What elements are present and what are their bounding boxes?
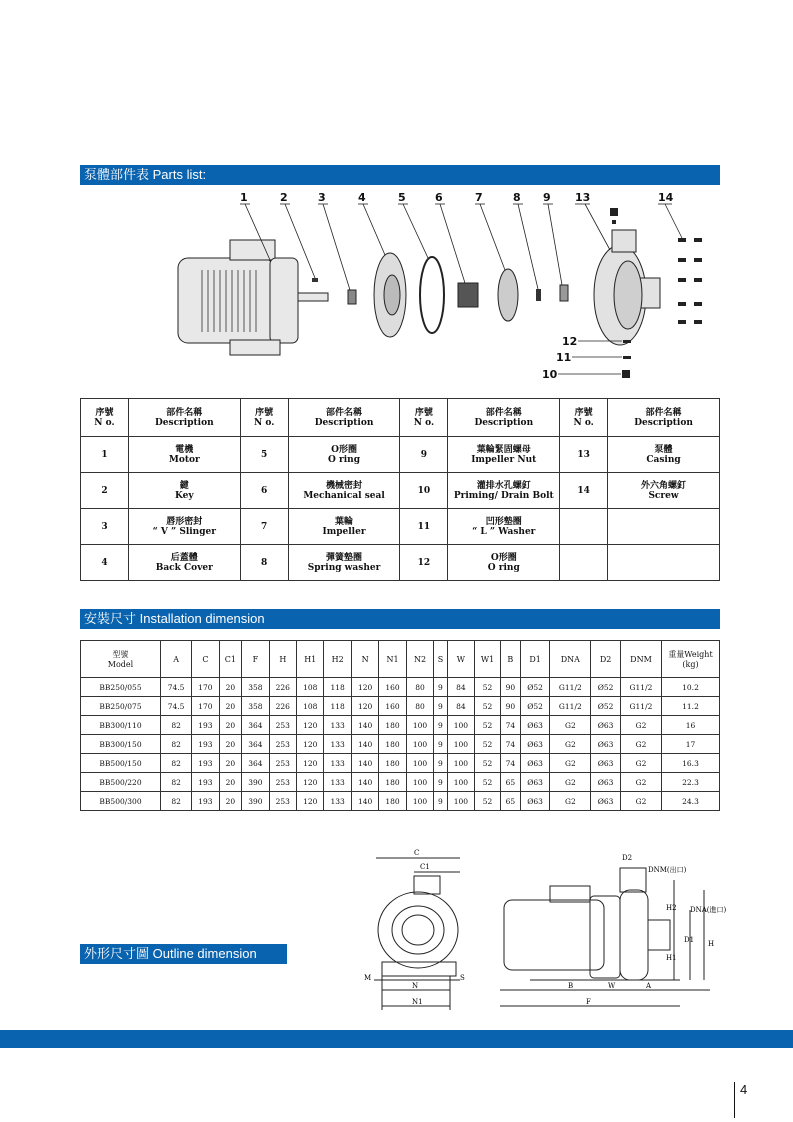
- table-cell: 140: [351, 754, 378, 773]
- table-cell: 20: [219, 754, 242, 773]
- table-cell: 9: [434, 697, 447, 716]
- dim-d1: D1: [684, 936, 695, 944]
- table-cell: 80: [406, 697, 433, 716]
- model-cell: BB500/150: [81, 754, 161, 773]
- table-cell: 22.3: [662, 773, 720, 792]
- table-cell: 10.2: [662, 678, 720, 697]
- table-cell: 100: [447, 792, 474, 811]
- exploded-view-drawing: [160, 190, 720, 390]
- dim-b: B: [568, 982, 574, 990]
- part-no: 10: [400, 473, 448, 509]
- table-cell: 100: [447, 754, 474, 773]
- table-cell: 170: [192, 697, 219, 716]
- weight-header: 重量Weight: [668, 650, 713, 659]
- dim-c: C: [414, 849, 420, 857]
- column-header-a: A: [161, 641, 192, 678]
- column-header-c: C: [192, 641, 219, 678]
- dim-dna: DNA(進口): [690, 906, 727, 914]
- part-name-en: Screw: [648, 490, 679, 501]
- part-no: 14: [560, 473, 608, 509]
- part-name-zh: 彈簧墊圈: [326, 552, 363, 563]
- table-cell: 100: [406, 735, 433, 754]
- dim-n: N: [412, 982, 419, 990]
- table-cell: 100: [406, 792, 433, 811]
- impeller-part: [498, 269, 518, 321]
- header-desc-en: Description: [634, 417, 693, 428]
- column-header-dnm: DNM: [620, 641, 661, 678]
- table-cell: 74.5: [161, 678, 192, 697]
- table-cell: Ø52: [520, 697, 550, 716]
- model-cell: BB250/055: [81, 678, 161, 697]
- table-cell: 193: [192, 754, 219, 773]
- part-name-zh: 鍵: [179, 480, 189, 491]
- table-cell: 74: [500, 754, 520, 773]
- table-cell: G2: [550, 735, 591, 754]
- part-no: [560, 509, 608, 545]
- callout-2: 2: [280, 191, 288, 204]
- header-no: 序號: [255, 407, 274, 418]
- callout-4: 4: [358, 191, 366, 204]
- table-cell: 226: [269, 678, 296, 697]
- table-cell: 253: [269, 792, 296, 811]
- table-cell: 9: [434, 754, 447, 773]
- part-no: [560, 545, 608, 581]
- table-cell: 364: [242, 716, 269, 735]
- table-cell: 52: [475, 735, 501, 754]
- part-name-zh: 灌排水孔螺釘: [476, 480, 531, 491]
- part-no: 4: [81, 545, 129, 581]
- table-cell: 100: [447, 773, 474, 792]
- table-cell: 133: [324, 792, 351, 811]
- table-cell: 193: [192, 716, 219, 735]
- table-cell: 160: [379, 697, 406, 716]
- installation-table-header: [81, 641, 720, 678]
- table-cell: 9: [434, 792, 447, 811]
- dim-s: S: [460, 974, 465, 982]
- header-desc: 部件名稱: [485, 407, 522, 418]
- table-cell: 17: [662, 735, 720, 754]
- model-header-en: Model: [107, 660, 134, 669]
- part-name-en: Motor: [168, 454, 200, 465]
- column-header-d2: D2: [591, 641, 621, 678]
- table-cell: 133: [324, 735, 351, 754]
- table-cell: 193: [192, 735, 219, 754]
- table-cell: 140: [351, 773, 378, 792]
- dim-d2: D2: [622, 854, 633, 862]
- table-cell: 253: [269, 773, 296, 792]
- header-no: 序號: [574, 407, 593, 418]
- table-cell: 140: [351, 735, 378, 754]
- table-row: [81, 437, 720, 473]
- header-desc-en: Description: [474, 417, 534, 428]
- part-name-zh: O形圈: [331, 444, 357, 455]
- table-cell: G2: [620, 716, 661, 735]
- table-cell: 11.2: [662, 697, 720, 716]
- table-cell: 180: [379, 754, 406, 773]
- table-cell: G2: [550, 792, 591, 811]
- column-header-w1: W1: [475, 641, 501, 678]
- table-cell: G2: [620, 735, 661, 754]
- model-cell: BB500/220: [81, 773, 161, 792]
- table-cell: 120: [351, 678, 378, 697]
- installation-title: 安裝尺寸 Installation dimension: [84, 611, 265, 626]
- table-cell: 390: [242, 773, 269, 792]
- part-name-en: “ V ” Slinger: [152, 526, 216, 537]
- model-cell: BB300/150: [81, 735, 161, 754]
- header-desc: 部件名稱: [166, 407, 203, 418]
- table-cell: Ø63: [591, 716, 621, 735]
- outline-side-view: [490, 850, 727, 1020]
- table-cell: 133: [324, 773, 351, 792]
- outline-title-bar: [80, 944, 287, 964]
- weight-unit: (kg): [682, 660, 699, 669]
- table-cell: 20: [219, 697, 242, 716]
- table-cell: 120: [297, 735, 324, 754]
- table-cell: G2: [620, 773, 661, 792]
- table-row: [81, 716, 720, 735]
- table-row: [81, 792, 720, 811]
- table-cell: 253: [269, 754, 296, 773]
- table-cell: 82: [161, 773, 192, 792]
- parts-table: [80, 398, 720, 581]
- table-cell: 358: [242, 697, 269, 716]
- outline-title: 外形尺寸圖 Outline dimension: [84, 946, 257, 961]
- table-cell: 108: [297, 697, 324, 716]
- table-cell: Ø52: [591, 697, 621, 716]
- table-cell: 120: [351, 697, 378, 716]
- part-no: 5: [240, 437, 288, 473]
- dim-n1: N1: [412, 998, 423, 1006]
- spring-washer-part: [536, 289, 541, 301]
- column-header-w: W: [447, 641, 474, 678]
- table-cell: 100: [406, 754, 433, 773]
- part-no: 1: [81, 437, 129, 473]
- table-cell: Ø63: [520, 735, 550, 754]
- part-no: 3: [81, 509, 129, 545]
- table-cell: 118: [324, 678, 351, 697]
- callout-1: 1: [240, 191, 248, 204]
- model-cell: BB250/075: [81, 697, 161, 716]
- table-cell: Ø63: [520, 754, 550, 773]
- column-header-n: N: [351, 641, 378, 678]
- table-cell: 82: [161, 754, 192, 773]
- callout-12: 12: [562, 335, 578, 348]
- header-desc-en: Description: [314, 417, 374, 428]
- table-cell: 52: [475, 697, 501, 716]
- part-name-en: Impeller: [322, 526, 366, 537]
- table-cell: 253: [269, 716, 296, 735]
- part-name-zh: 泵體: [654, 444, 673, 455]
- installation-title-bar: [80, 609, 720, 629]
- table-cell: Ø52: [591, 678, 621, 697]
- dim-h1: H1: [666, 954, 677, 962]
- table-cell: 90: [500, 678, 520, 697]
- part-name-en: Mechanical seal: [303, 490, 385, 501]
- key-part: [312, 278, 318, 282]
- table-cell: 100: [406, 716, 433, 735]
- table-cell: 74: [500, 716, 520, 735]
- table-cell: G11/2: [620, 678, 661, 697]
- table-cell: 170: [192, 678, 219, 697]
- table-cell: 120: [297, 773, 324, 792]
- table-cell: G2: [620, 754, 661, 773]
- table-row: [81, 473, 720, 509]
- table-cell: G2: [550, 754, 591, 773]
- table-cell: 160: [379, 678, 406, 697]
- table-cell: 20: [219, 792, 242, 811]
- column-header-n2: N2: [406, 641, 433, 678]
- table-cell: 84: [447, 678, 474, 697]
- table-cell: G2: [550, 716, 591, 735]
- table-cell: 108: [297, 678, 324, 697]
- casing-part: [594, 230, 660, 345]
- table-cell: 52: [475, 678, 501, 697]
- table-cell: Ø63: [591, 735, 621, 754]
- o-ring-part: [420, 257, 444, 333]
- part-name-en: Key: [175, 490, 194, 501]
- table-cell: 364: [242, 735, 269, 754]
- table-cell: 82: [161, 792, 192, 811]
- header-desc: 部件名稱: [645, 407, 682, 418]
- table-cell: 118: [324, 697, 351, 716]
- table-row: [81, 509, 720, 545]
- table-cell: 120: [297, 754, 324, 773]
- callout-13: 13: [575, 191, 591, 204]
- table-cell: Ø63: [591, 754, 621, 773]
- part-name-en: Spring washer: [307, 562, 381, 573]
- table-cell: 100: [447, 716, 474, 735]
- table-cell: 364: [242, 754, 269, 773]
- part-name-zh: 外六角螺釘: [641, 480, 687, 491]
- callout-11: 11: [556, 351, 572, 364]
- table-cell: 74.5: [161, 697, 192, 716]
- callout-10: 10: [542, 368, 558, 381]
- outline-front-view: [362, 850, 472, 1020]
- table-cell: 100: [447, 735, 474, 754]
- part-no: 8: [240, 545, 288, 581]
- page-number: 4: [734, 1082, 747, 1118]
- part-name-en: “ L ” Washer: [472, 526, 536, 537]
- table-cell: 120: [297, 716, 324, 735]
- parts-table-header: [81, 399, 720, 437]
- part-name-zh: 機械密封: [326, 480, 363, 491]
- column-header-h1: H1: [297, 641, 324, 678]
- table-cell: 390: [242, 792, 269, 811]
- table-cell: G2: [620, 792, 661, 811]
- part-no: 9: [400, 437, 448, 473]
- table-row: [81, 754, 720, 773]
- table-cell: Ø52: [520, 678, 550, 697]
- table-cell: 100: [406, 773, 433, 792]
- header-no-en: N o.: [573, 417, 594, 428]
- table-cell: 140: [351, 716, 378, 735]
- table-cell: G2: [550, 773, 591, 792]
- part-name-zh: 葉輪緊固螺母: [476, 444, 531, 455]
- table-cell: 140: [351, 792, 378, 811]
- table-cell: 84: [447, 697, 474, 716]
- table-cell: 180: [379, 716, 406, 735]
- part-name-zh: O形圈: [490, 552, 517, 563]
- table-cell: 20: [219, 773, 242, 792]
- dim-f: F: [586, 998, 591, 1006]
- table-row: [81, 678, 720, 697]
- part-name-zh: 后蓋體: [170, 552, 198, 563]
- callout-3: 3: [318, 191, 326, 204]
- table-cell: 20: [219, 678, 242, 697]
- table-cell: 120: [297, 792, 324, 811]
- slinger-part: [348, 290, 356, 304]
- header-desc-en: Description: [154, 417, 214, 428]
- table-cell: 80: [406, 678, 433, 697]
- part-no: 7: [240, 509, 288, 545]
- table-cell: 133: [324, 716, 351, 735]
- table-cell: 74: [500, 735, 520, 754]
- dim-c1: C1: [420, 863, 430, 871]
- parts-list-title: 泵體部件表 Parts list:: [84, 167, 207, 182]
- table-cell: G11/2: [550, 697, 591, 716]
- dim-w: W: [608, 982, 616, 990]
- callout-6: 6: [435, 191, 443, 204]
- table-cell: 9: [434, 716, 447, 735]
- footer-band: [0, 1030, 793, 1048]
- table-cell: Ø63: [520, 716, 550, 735]
- table-cell: 82: [161, 716, 192, 735]
- header-no: 序號: [414, 407, 433, 418]
- column-header-d1: D1: [520, 641, 550, 678]
- header-desc: 部件名稱: [326, 407, 363, 418]
- callout-14: 14: [658, 191, 674, 204]
- table-cell: 20: [219, 735, 242, 754]
- header-no: 序號: [95, 407, 114, 418]
- part-no: 2: [81, 473, 129, 509]
- parts-list-title-bar: [80, 165, 720, 185]
- installation-table: [80, 640, 720, 811]
- dim-h2: H2: [666, 904, 677, 912]
- column-header-f: F: [242, 641, 269, 678]
- table-cell: Ø63: [591, 792, 621, 811]
- table-cell: 52: [475, 716, 501, 735]
- table-cell: 52: [475, 773, 501, 792]
- table-cell: G11/2: [620, 697, 661, 716]
- header-no-en: N o.: [254, 417, 275, 428]
- part-name-en: Back Cover: [155, 562, 213, 573]
- column-header-n1: N1: [379, 641, 406, 678]
- table-row: [81, 773, 720, 792]
- model-header-zh: 型號: [112, 650, 129, 659]
- table-cell: 90: [500, 697, 520, 716]
- table-cell: 65: [500, 792, 520, 811]
- part-name-zh: 唇形密封: [166, 516, 203, 527]
- table-cell: 9: [434, 678, 447, 697]
- impeller-nut-part: [560, 285, 568, 301]
- part-name-zh: 葉輪: [335, 516, 354, 527]
- table-cell: 180: [379, 773, 406, 792]
- column-header-dna: DNA: [550, 641, 591, 678]
- part-no: 12: [400, 545, 448, 581]
- column-header-b: B: [500, 641, 520, 678]
- dim-h: H: [708, 940, 715, 948]
- dim-a: A: [646, 982, 652, 990]
- callout-5: 5: [398, 191, 406, 204]
- table-cell: Ø63: [520, 773, 550, 792]
- callout-7: 7: [475, 191, 483, 204]
- model-cell: BB300/110: [81, 716, 161, 735]
- column-header-h: H: [269, 641, 296, 678]
- table-row: [81, 697, 720, 716]
- part-no: 6: [240, 473, 288, 509]
- part-name-zh: 凹形墊圈: [485, 516, 522, 527]
- column-header-c1: C1: [219, 641, 242, 678]
- motor-illustration: [178, 240, 328, 355]
- table-cell: G11/2: [550, 678, 591, 697]
- back-cover-part: [374, 253, 406, 337]
- mechanical-seal-part: [458, 283, 478, 307]
- table-cell: 226: [269, 697, 296, 716]
- table-cell: 193: [192, 773, 219, 792]
- table-cell: 9: [434, 773, 447, 792]
- part-name-zh: 電機: [175, 444, 194, 455]
- header-no-en: N o.: [94, 417, 115, 428]
- column-header-h2: H2: [324, 641, 351, 678]
- model-cell: BB500/300: [81, 792, 161, 811]
- part-name-en: O ring: [328, 454, 361, 465]
- table-row: [81, 545, 720, 581]
- part-name-en: Casing: [646, 454, 681, 465]
- part-no: 11: [400, 509, 448, 545]
- table-cell: 16: [662, 716, 720, 735]
- dim-dnm: DNM(出口): [648, 866, 687, 874]
- table-cell: 16.3: [662, 754, 720, 773]
- header-no-en: N o.: [413, 417, 435, 428]
- column-header-s: S: [434, 641, 447, 678]
- table-cell: 180: [379, 735, 406, 754]
- table-cell: 133: [324, 754, 351, 773]
- table-cell: 180: [379, 792, 406, 811]
- table-cell: Ø63: [591, 773, 621, 792]
- part-no: 13: [560, 437, 608, 473]
- table-row: [81, 735, 720, 754]
- table-cell: 82: [161, 735, 192, 754]
- table-cell: 52: [475, 754, 501, 773]
- table-cell: 193: [192, 792, 219, 811]
- part-name-en: Priming/ Drain Bolt: [453, 490, 554, 501]
- table-cell: 253: [269, 735, 296, 754]
- table-cell: Ø63: [520, 792, 550, 811]
- dim-m: M: [364, 974, 372, 982]
- table-cell: 52: [475, 792, 501, 811]
- callout-9: 9: [543, 191, 551, 204]
- part-name-en: O ring: [487, 562, 520, 573]
- table-cell: 24.3: [662, 792, 720, 811]
- callout-8: 8: [513, 191, 521, 204]
- table-cell: 20: [219, 716, 242, 735]
- table-cell: 358: [242, 678, 269, 697]
- table-cell: 9: [434, 735, 447, 754]
- part-name-en: Impeller Nut: [471, 454, 537, 465]
- table-cell: 65: [500, 773, 520, 792]
